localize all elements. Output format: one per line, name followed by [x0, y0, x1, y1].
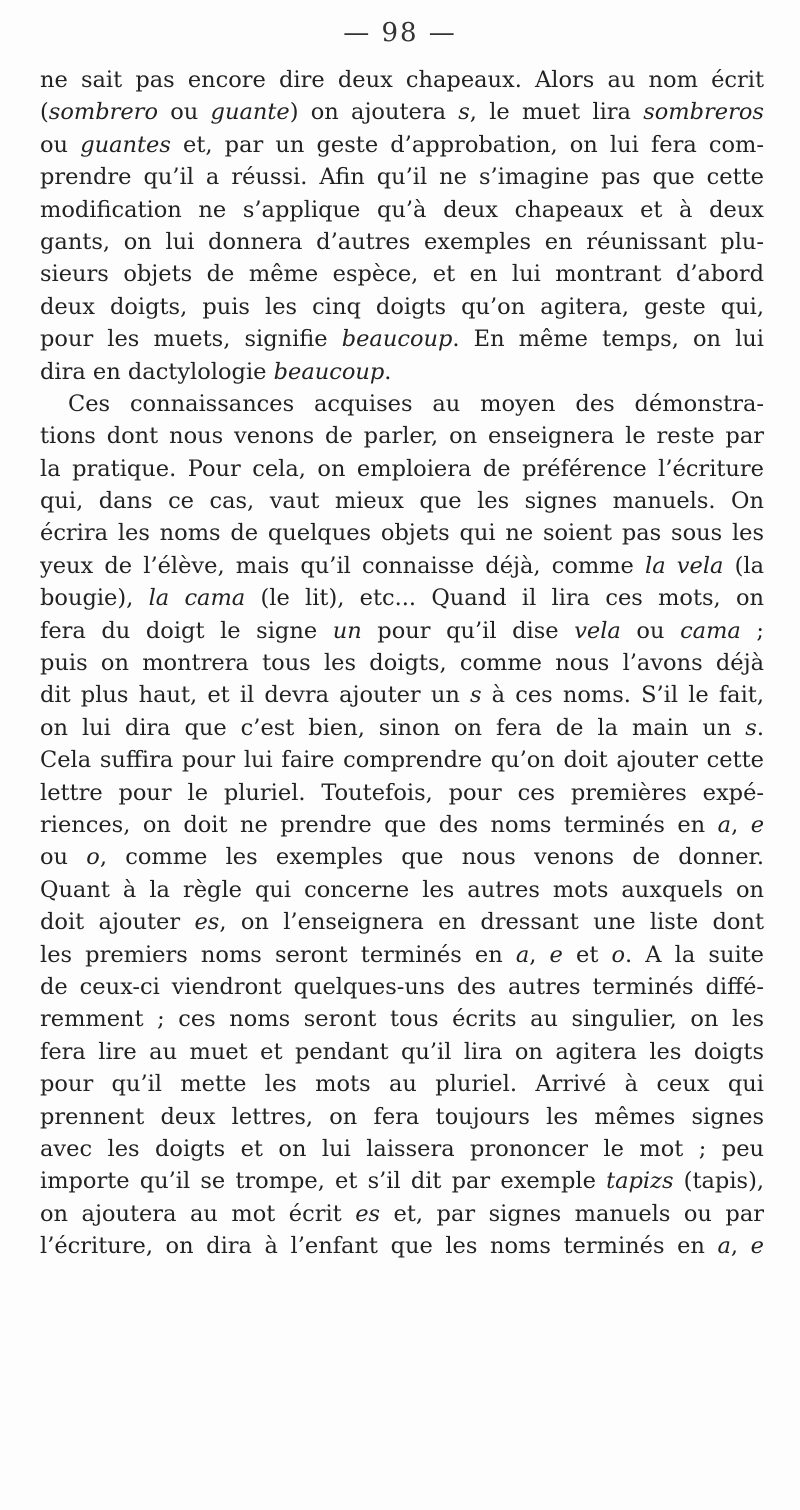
text-line: Quant à la règle qui concerne les autres mots auxquels on [40, 876, 764, 903]
text-line: les premiers noms seront terminés en a, e et o. A la suite [40, 941, 764, 968]
text-line: sieurs objets de même espèce, et en lui montrant d’abord [40, 261, 764, 288]
text-line: prendre qu’il a réussi. Afin qu’il ne s’imagine pas que cette [40, 164, 764, 191]
text-line: de ceux-ci viendront quelques-uns des autres terminés diffé- [40, 973, 764, 1000]
text-line: ou o, comme les exemples que nous venons de donner. [40, 844, 764, 871]
text-line: on ajoutera au mot écrit es et, par signes manuels ou par [40, 1200, 764, 1227]
text-line: prennent deux lettres, on fera toujours les mêmes signes [40, 1103, 764, 1130]
page-number: — 98 — [343, 18, 457, 48]
text-line: qui, dans ce cas, vaut mieux que les signes manuels. On [40, 488, 764, 515]
text-line: l’écriture, on dira à l’enfant que les noms terminés en a, e [40, 1233, 764, 1260]
text-line: (sombrero ou guante) on ajoutera s, le muet lira sombreros [40, 99, 764, 126]
text-line: deux doigts, puis les cinq doigts qu’on agitera, geste qui, [40, 293, 764, 320]
text-line: yeux de l’élève, mais qu’il connaisse déjà, comme la vela (la [40, 552, 764, 579]
text-line: lettre pour le pluriel. Toutefois, pour ces premières expé- [40, 779, 764, 806]
text-line: dit plus haut, et il devra ajouter un s à ces noms. S’il le fait, [40, 682, 764, 709]
text-line: ne sait pas encore dire deux chapeaux. Alors au nom écrit [40, 67, 764, 93]
text-line: pour qu’il mette les mots au pluriel. Arrivé à ceux qui [40, 1071, 764, 1098]
text-line: importe qu’il se trompe, et s’il dit par exemple tapizs (tapis), [40, 1168, 764, 1195]
text-line: dira en dactylologie beaucoup. [40, 358, 392, 385]
text-line: doit ajouter es, on l’enseignera en dressant une liste dont [40, 909, 764, 936]
text-line: écrira les noms de quelques objets qui ne soient pas sous les [40, 520, 764, 547]
text-line: modification ne s’applique qu’à deux chapeaux et à deux [40, 196, 764, 223]
text-line: la pratique. Pour cela, on emploiera de préférence l’écriture [40, 455, 764, 482]
text-line: gants, on lui donnera d’autres exemples en réunissant plu- [40, 228, 764, 255]
text-line: Cela suffira pour lui faire comprendre qu’on doit ajouter cette [40, 747, 764, 774]
text-line: Ces connaissances acquises au moyen des démonstra- [68, 390, 764, 417]
text-line: remment ; ces noms seront tous écrits au singulier, on les [40, 1006, 764, 1033]
text-line: bougie), la cama (le lit), etc... Quand il lira ces mots, on [40, 585, 764, 612]
text-line: puis on montrera tous les doigts, comme nous l’avons déjà [40, 650, 764, 677]
text-line: pour les muets, signifie beaucoup. En même temps, on lui [40, 326, 764, 353]
text-line: tions dont nous venons de parler, on enseignera le reste par [40, 423, 764, 450]
text-line: riences, on doit ne prendre que des noms terminés en a, e [40, 811, 764, 838]
body-text [40, 64, 764, 1262]
text-line: avec les doigts et on lui laissera prononcer le mot ; peu [40, 1135, 764, 1162]
text-line: fera lire au muet et pendant qu’il lira on agitera les doigts [40, 1038, 764, 1065]
text-line: fera du doigt le signe un pour qu’il dise vela ou cama ; [40, 617, 764, 644]
text-line: on lui dira que c’est bien, sinon on fera de la main un s. [40, 714, 764, 741]
text-line: ou guantes et, par un geste d’approbation, on lui fera com- [40, 131, 764, 158]
